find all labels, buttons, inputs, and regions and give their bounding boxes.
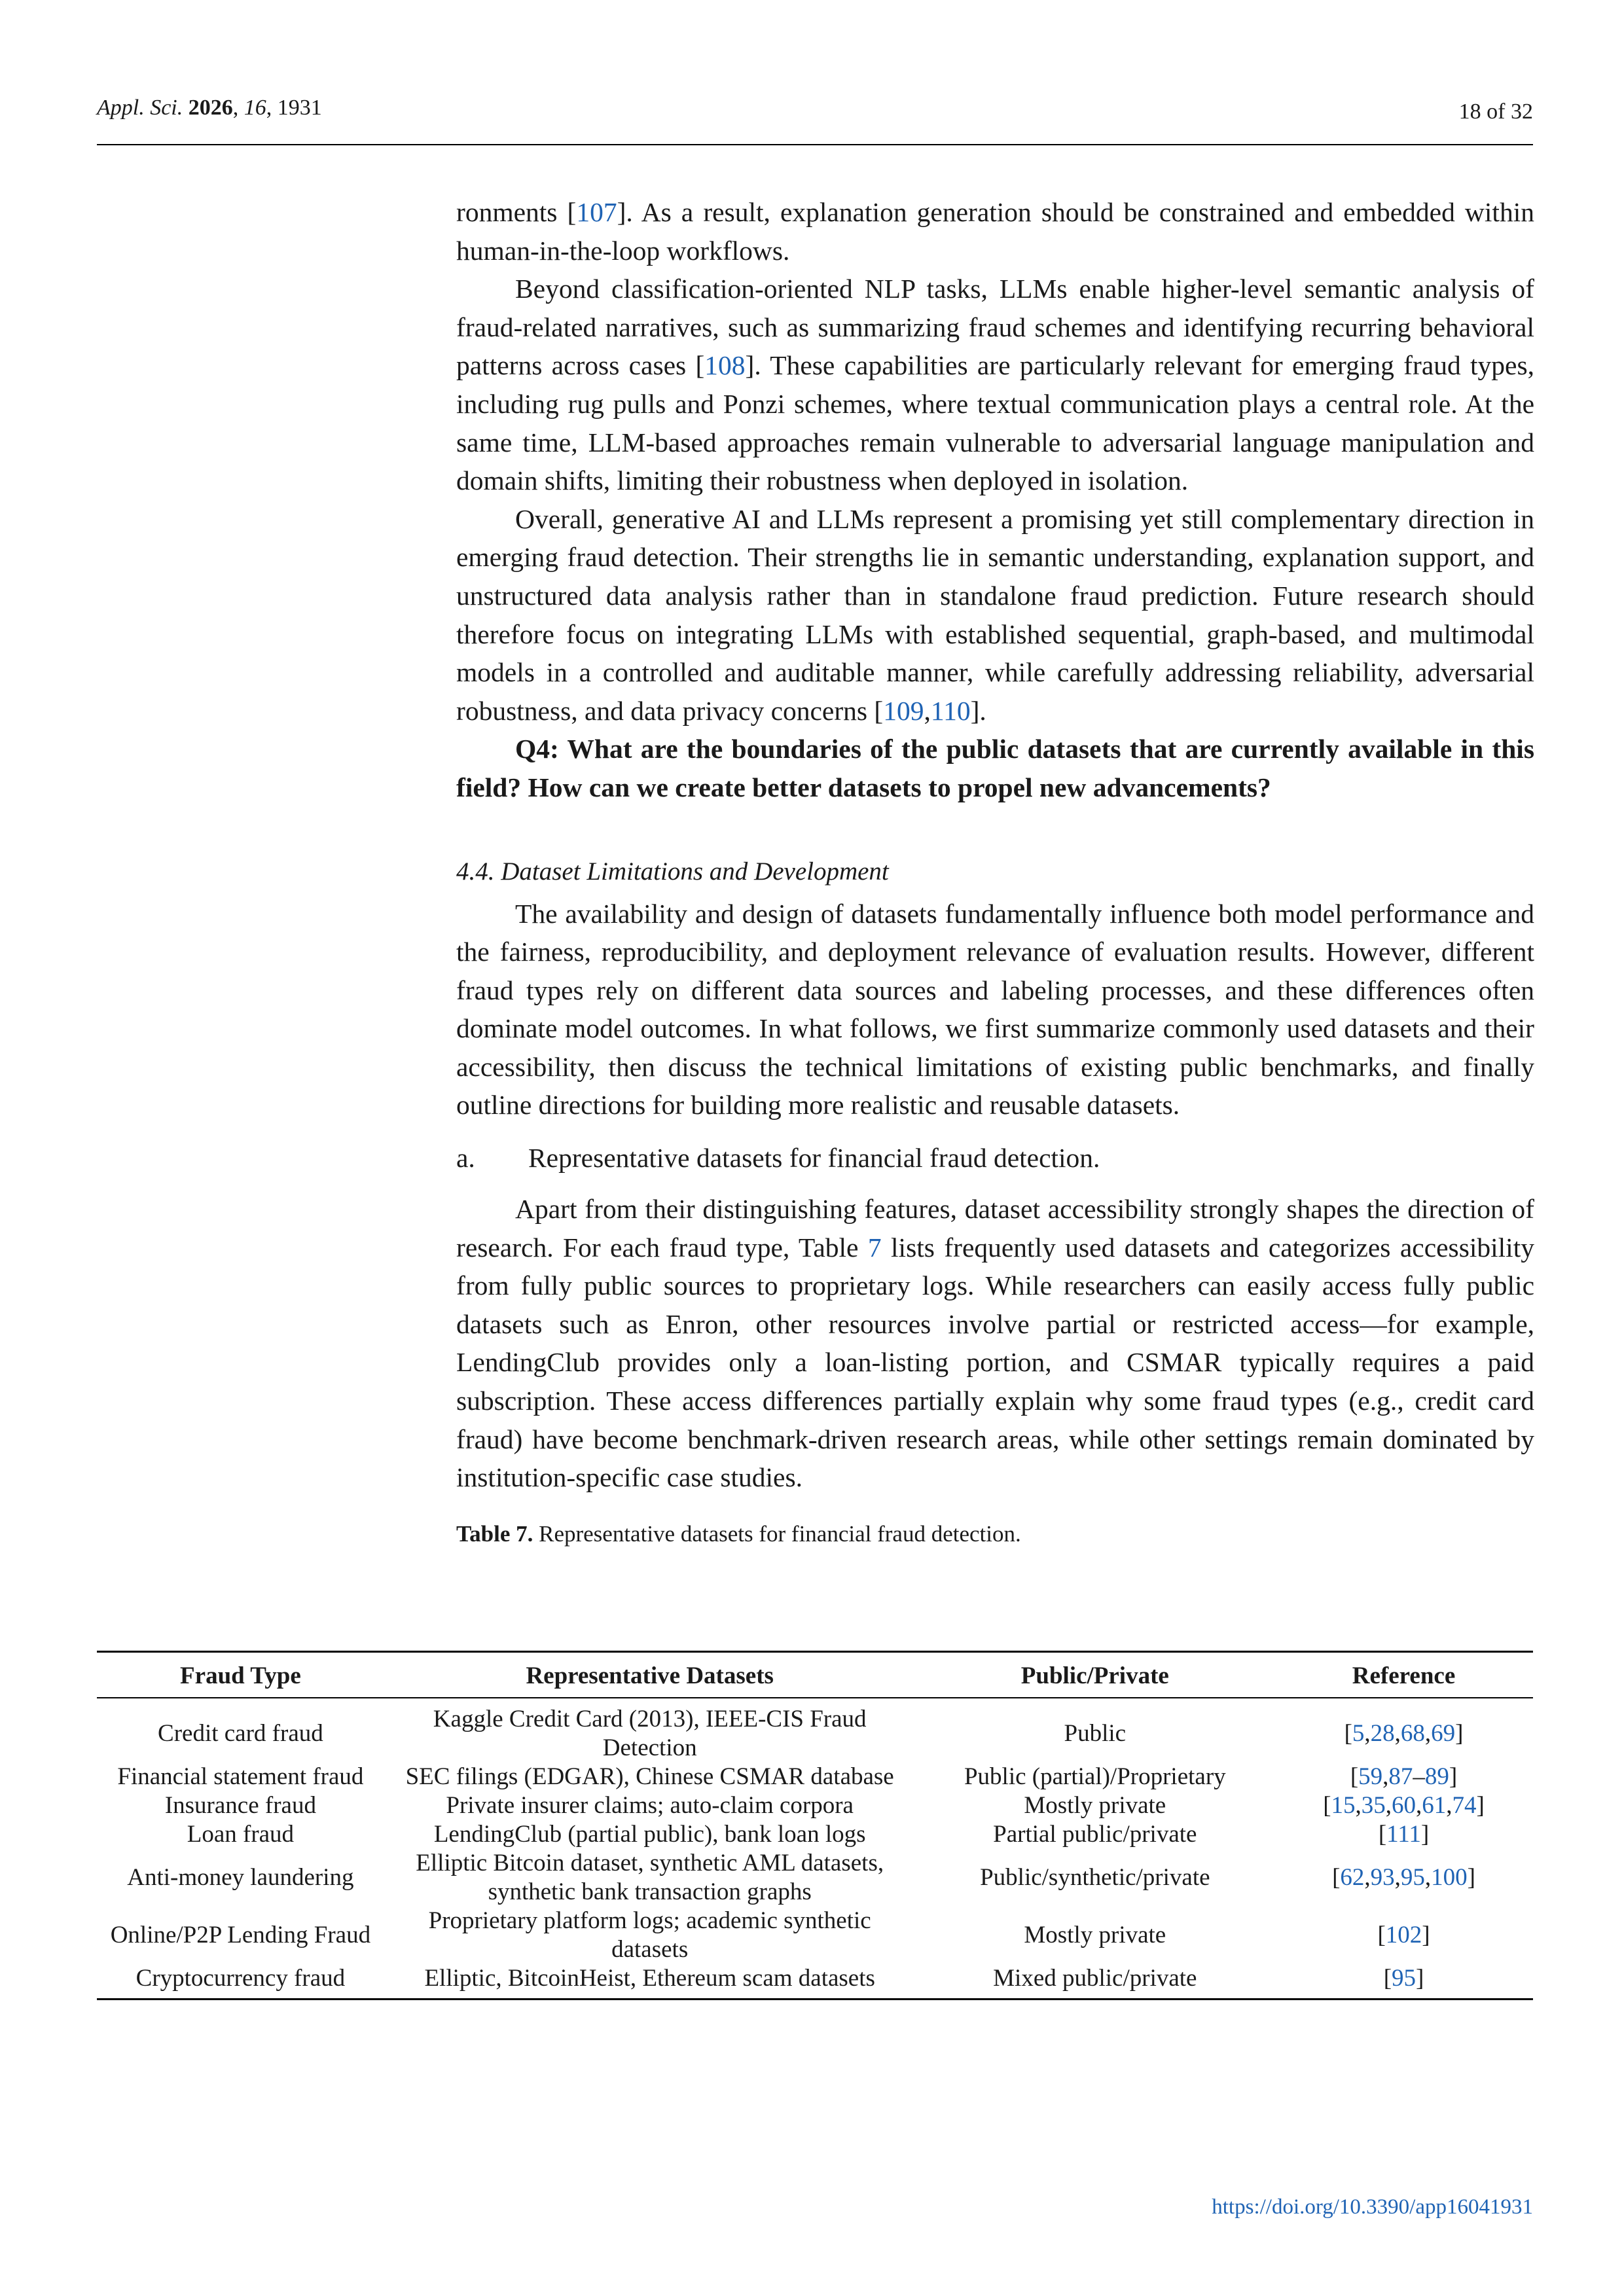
reference-cell: [62,93,95,100] [1332, 1864, 1475, 1891]
citation-link[interactable]: 62 [1340, 1864, 1365, 1891]
citation-link[interactable]: 89 [1424, 1763, 1449, 1790]
citation-link[interactable]: 69 [1431, 1720, 1456, 1747]
fraud-type-cell: Insurance fraud [164, 1792, 316, 1819]
paragraph-1 [456, 193, 1534, 270]
reference-cell: [102] [1377, 1922, 1430, 1948]
access-cell: Public [1064, 1720, 1127, 1747]
access-cell: Partial public/private [993, 1821, 1197, 1848]
datasets-line: datasets [611, 1936, 689, 1963]
citation-link[interactable]: 107 [576, 197, 617, 227]
citation-link[interactable]: 59 [1358, 1763, 1383, 1790]
doi-link[interactable]: https://doi.org/10.3390/app16041931 [1212, 2195, 1533, 2219]
datasets-line: LendingClub (partial public), bank loan logs [433, 1821, 866, 1848]
access-cell: Mostly private [1024, 1792, 1166, 1819]
citation-link[interactable]: 95 [1400, 1864, 1425, 1891]
datasets-line: Elliptic, BitcoinHeist, Ethereum scam datasets [424, 1965, 875, 1992]
text: Overall, generative AI and LLMs represent a promising yet still complementary direction in emerging fraud detection. Their strengths lie in semantic understanding, explanation support, and unstructured data analysis rather than in standalone fraud prediction. Future research should therefore focus on integrating LLMs with established sequential, graph-based, and multimodal models in a controlled and auditable manner, while carefully addressing reliability, adversarial robustness, and data privacy concerns [ [456, 503, 1534, 726]
citation-link[interactable]: 95 [1392, 1965, 1416, 1992]
paragraph-4: The availability and design of datasets fundamentally influence both model performance and the fairness, reproducibility, and deployment relevance of evaluation results. However, different fraud types rely on different data sources and labeling processes, and these differences often dominate model outcomes. In what follows, we first summarize commonly used datasets and their accessibility, then discuss the technical limitations of existing public benchmarks, and finally outline directions for building more realistic and reusable datasets. [456, 898, 1534, 1121]
citation-link[interactable]: 15 [1331, 1792, 1356, 1819]
datasets-line: Proprietary platform logs; academic synthetic [428, 1907, 871, 1934]
datasets-line: SEC filings (EDGAR), Chinese CSMAR database [405, 1763, 894, 1790]
citation-link[interactable]: 5 [1352, 1720, 1365, 1747]
datasets-cell [384, 1791, 916, 1820]
column-header: Fraud Type [97, 1652, 384, 1698]
page-number: 18 of 32 [1458, 99, 1533, 124]
citation-link[interactable]: 93 [1370, 1864, 1395, 1891]
table-row [97, 1791, 1533, 1820]
text: Apart from their distinguishing features, dataset accessibility strongly shapes the direction of research. For each fraud type, Table [456, 1194, 1534, 1263]
journal-volume: 16 [244, 96, 266, 120]
fraud-type-cell: Credit card fraud [158, 1720, 323, 1747]
datasets-line: Detection [602, 1734, 697, 1761]
paragraph-5 [456, 1190, 1534, 1497]
datasets-line: Kaggle Credit Card (2013), IEEE-CIS Fraud [433, 1706, 867, 1732]
citation-link[interactable]: 28 [1370, 1720, 1395, 1747]
citation-link[interactable]: 110 [930, 695, 971, 726]
fraud-type-cell: Cryptocurrency fraud [97, 1964, 384, 2000]
datasets-cell [384, 1907, 916, 1964]
table-row [97, 1698, 1533, 1763]
access-cell: Public/synthetic/private [980, 1864, 1210, 1891]
text: ]. [970, 695, 986, 726]
citation-link[interactable]: 102 [1385, 1922, 1422, 1948]
datasets-line: Elliptic Bitcoin dataset, synthetic AML datasets, [416, 1850, 884, 1876]
citation-link[interactable]: 35 [1361, 1792, 1386, 1819]
reference-cell: [111] [1378, 1821, 1430, 1848]
journal-name: Appl. Sci. [97, 96, 183, 120]
table-body [97, 1698, 1533, 2000]
subsection-heading: 4.4. Dataset Limitations and Development [456, 857, 889, 886]
citation-link[interactable]: 109 [883, 695, 924, 726]
citation-link[interactable]: 108 [704, 350, 746, 381]
reference-cell: [95] [1274, 1964, 1533, 2000]
datasets-cell [384, 1964, 916, 2000]
datasets-cell [384, 1849, 916, 1907]
table-row [97, 1820, 1533, 1849]
datasets-cell [384, 1820, 916, 1849]
fraud-type-cell: Financial statement fraud [117, 1763, 364, 1790]
reference-cell: [5,28,68,69] [1344, 1720, 1464, 1747]
page-header [97, 92, 1533, 145]
column-header: Reference [1274, 1652, 1533, 1698]
access-cell: Mixed public/private [916, 1964, 1275, 2000]
table-row [97, 1763, 1533, 1791]
reference-cell: [15,35,60,61,74] [1323, 1792, 1485, 1819]
citation-link[interactable]: 68 [1400, 1720, 1425, 1747]
list-item [456, 1139, 1534, 1177]
journal-citation: Appl. Sci. 2026, 16, 1931 [97, 96, 322, 120]
paragraph-2 [456, 270, 1534, 500]
reference-cell: [59,87–89] [1350, 1763, 1458, 1790]
datasets-table [97, 1651, 1533, 2000]
journal-year: 2026 [188, 96, 233, 120]
access-cell: Mostly private [1024, 1922, 1166, 1948]
citation-link[interactable]: 61 [1422, 1792, 1447, 1819]
text: ]. As a result, explanation generation should be constrained and embedded within human-in-the-loop workflows. [456, 197, 1534, 266]
table-header-row [97, 1652, 1533, 1698]
article-number: 1931 [277, 96, 322, 120]
list-marker: a. [456, 1143, 475, 1174]
datasets-cell [384, 1763, 916, 1791]
fraud-type-cell: Online/P2P Lending Fraud [110, 1922, 371, 1948]
fraud-type-cell: Loan fraud [187, 1821, 295, 1848]
datasets-cell [384, 1698, 916, 1763]
column-header: Representative Datasets [384, 1652, 916, 1698]
table-row [97, 1964, 1533, 2000]
citation-link[interactable]: 74 [1452, 1792, 1477, 1819]
citation-link[interactable]: 100 [1431, 1864, 1468, 1891]
text: Beyond classification-oriented NLP tasks, LLMs enable higher-level semantic analysis of fraud-related narratives, such as summarizing fraud schemes and identifying recurring behavioral patterns across cases [ [456, 274, 1534, 381]
text: lists frequently used datasets and categorizes accessibility from fully public sources to proprietary logs. While researchers can easily access fully public datasets such as Enron, other resources involve partial or restricted access—for example, LendingClub provides only a loan-listing portion, and CSMAR typically requires a paid subscription. These access differences partially explain why some fraud types (e.g., credit card fraud) have become benchmark-driven research areas, while other settings remain dominated by institution-specific case studies. [456, 1232, 1534, 1493]
text: , [924, 695, 931, 726]
main-content [456, 193, 1534, 1551]
datasets-line: synthetic bank transaction graphs [488, 1878, 812, 1905]
caption-text: Representative datasets for financial fraud detection. [533, 1520, 1021, 1547]
caption-label: Table 7. [456, 1520, 533, 1547]
citation-link[interactable]: 87 [1388, 1763, 1413, 1790]
table-row [97, 1907, 1533, 1964]
citation-link[interactable]: 111 [1386, 1821, 1421, 1848]
research-question: Q4: What are the boundaries of the public datasets that are currently available in this field? How can we create better datasets to propel new advancements? [456, 734, 1534, 802]
access-cell: Public (partial)/Proprietary [964, 1763, 1226, 1790]
datasets-line: Private insurer claims; auto-claim corpora [446, 1792, 854, 1819]
paragraph-3 [456, 500, 1534, 730]
doi-link-container [1212, 2195, 1533, 2219]
table-row [97, 1849, 1533, 1907]
text: ronments [ [456, 197, 577, 227]
table-caption [456, 1518, 1534, 1551]
text: ]. These capabilities are particularly relevant for emerging fraud types, including rug pulls and Ponzi schemes, where textual communication plays a central role. At the same time, LLM-based approaches remain vulnerable to adversarial language manipulation and domain shifts, limiting their robustness when deployed in isolation. [456, 350, 1534, 496]
column-header: Public/Private [916, 1652, 1275, 1698]
fraud-type-cell: Anti-money laundering [127, 1864, 354, 1891]
list-text: Representative datasets for financial fraud detection. [528, 1143, 1100, 1174]
citation-link[interactable]: 60 [1392, 1792, 1416, 1819]
table-link[interactable]: 7 [867, 1232, 882, 1263]
